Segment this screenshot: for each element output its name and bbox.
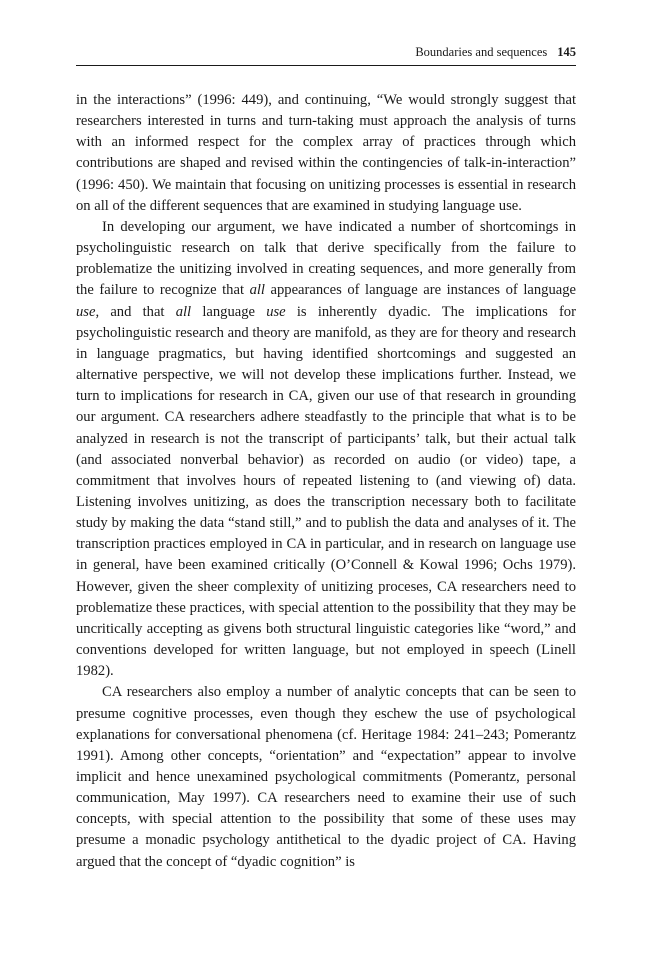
- header-rule: [76, 65, 576, 66]
- paragraph-2-text: is inherently dyadic. The implications for psycholinguistic research and theory are manifold, as they are for theory and research in language pragmatics, but having identified shortcomings and suggested an alternative perspective, we will not develop these implications further. Instead, we turn to implications for research in CA, given our use of that research in grounding our argument. CA researchers adhere steadfastly to the principle that what is to be analyzed in research is not the transcript of participants’ talk, but their actual talk (and associated nonverbal behavior) as recorded on audio (or video) tape, a commitment that involves hours of repeated listening to (and viewing of) data. Listening involves unitizing, as does the transcription necessary both to facilitate study by making the data “stand still,” and to publish the data and analyses of it. The transcription practices employed in CA in particular, and in research on language use in general, have been examined critically (O’Connell & Kowal 1996; Ochs 1979). However, given the sheer complexity of unitizing proceses, CA researchers need to problematize these practices, with special attention to the possibility that they may be uncritically accepting as givens both structural linguistic categories like “word,” and conventions developed for written language, but not employed in speech (Linell 1982).: [76, 303, 576, 680]
- paragraph-2-text: language: [191, 303, 267, 320]
- emphasis-use: use: [76, 303, 96, 320]
- paragraph-2: [76, 217, 576, 682]
- emphasis-all: all: [175, 303, 192, 320]
- paragraph-2-text: In developing our argument, we have indicated a number of shortcomings in psycholinguistic research on talk that derive specifically from the failure to problematize the unitizing involved in creating sequences, and more generally from the failure to recognize that: [76, 218, 576, 299]
- paragraph-2-text: , and that: [95, 303, 176, 320]
- running-head: [76, 42, 576, 64]
- running-head-title: Boundaries and sequences: [415, 45, 548, 59]
- paragraph-2-text: appearances of language are instances of language: [264, 282, 576, 299]
- page-number: 145: [557, 45, 576, 59]
- emphasis-use: use: [266, 303, 286, 320]
- emphasis-all: all: [249, 282, 265, 299]
- paragraph-3: CA researchers also employ a number of analytic concepts that can be seen to presume cognitive processes, even though they eschew the use of psychological explanations for conversational phenomena (cf. Heritage 1984: 241–243; Pomerantz 1991). Among other concepts, “orientation” and “expectation” appear to involve implicit and hence unexamined psychological commitments (Pomerantz, personal communication, May 1997). CA researchers need to examine their use of such concepts, with special attention to the possibility that some of these uses may presume a monadic psychology antithetical to the dyadic project of CA. Having argued that the concept of “dyadic cognition” is: [76, 684, 576, 870]
- body-text: [76, 90, 576, 873]
- paragraph-1: in the interactions” (1996: 449), and continuing, “We would strongly suggest that researchers interested in turns and turn-taking must approach the analysis of turns with an informed respect for the complex array of practices through which contributions are shaped and revised within the contingencies of talk-in-interaction” (1996: 450). We maintain that focusing on unitizing processes is essential in research on all of the different sequences that are examined in studying language use.: [76, 92, 576, 214]
